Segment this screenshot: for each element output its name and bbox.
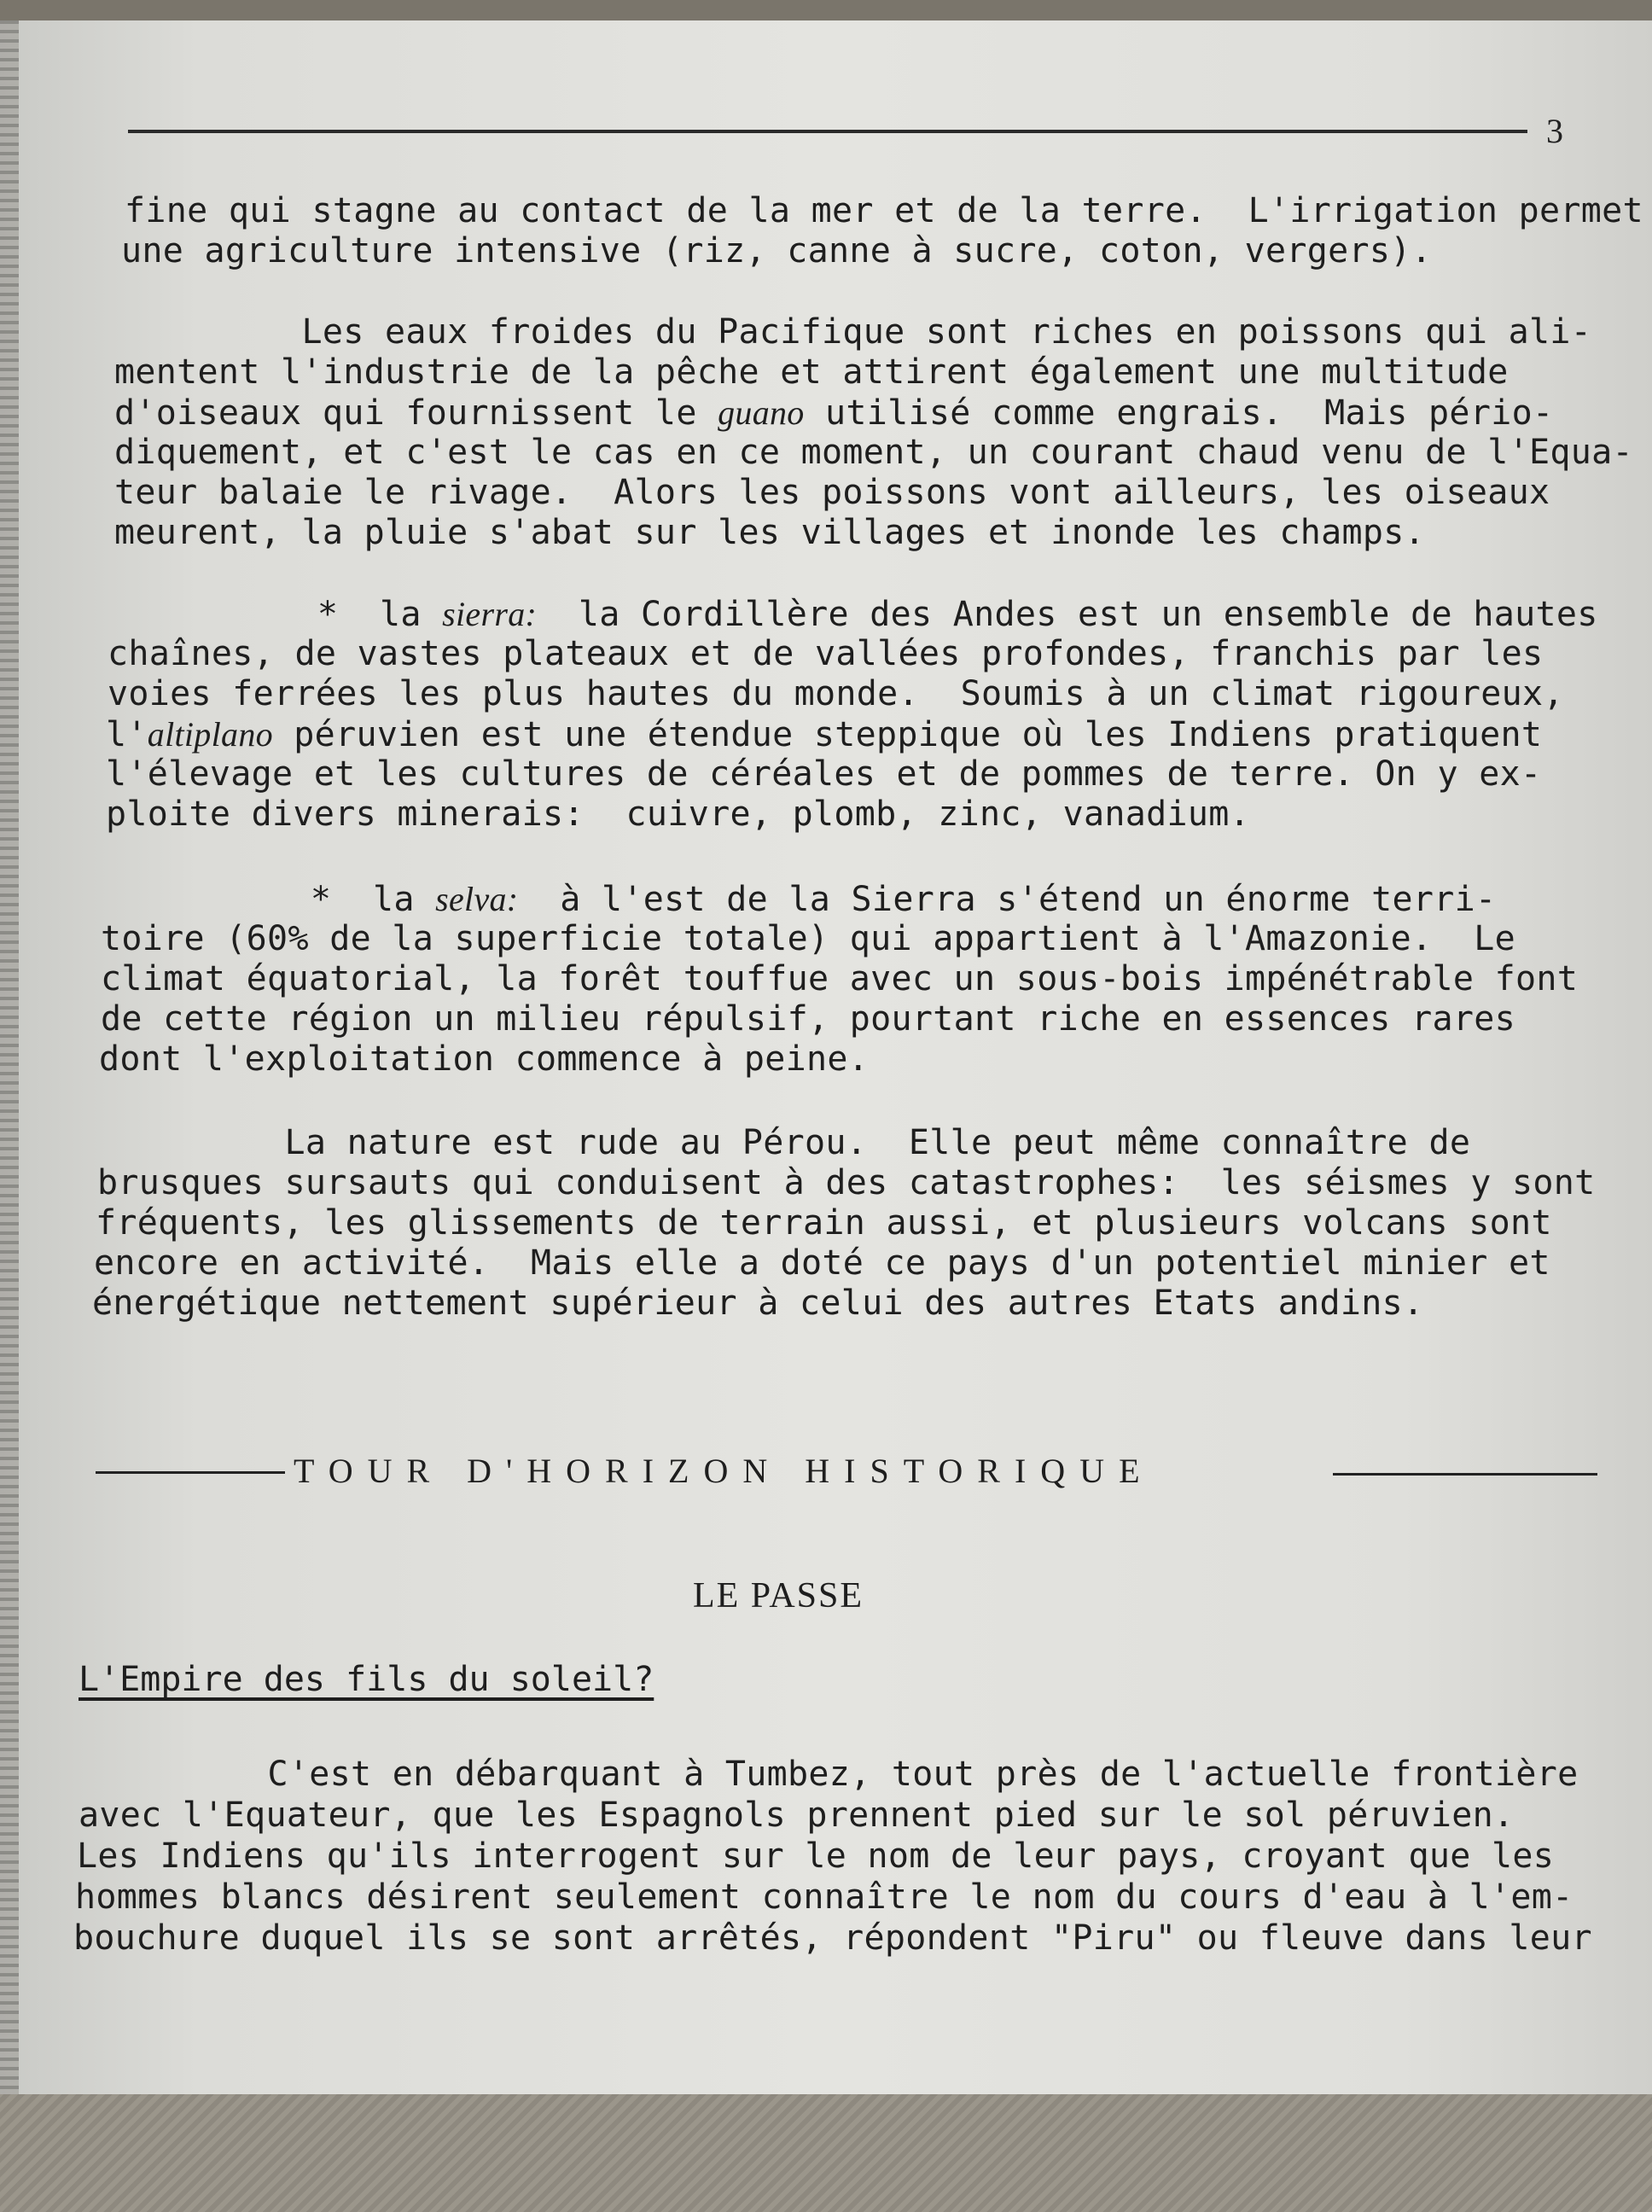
- binding-edge: [0, 20, 19, 2094]
- desk-surface: [0, 2091, 1652, 2212]
- paragraph-6-line-4: hommes blancs désirent seulement connaître le nom du cours d'eau à l'em-: [75, 1877, 1573, 1917]
- text-run: d'oiseaux qui fournissent le: [114, 393, 718, 433]
- paragraph-2-line-5: teur balaie le rivage. Alors les poissons vont ailleurs, les oiseaux: [114, 473, 1550, 512]
- paragraph-6-line-2: avec l'Equateur, que les Espagnols prennent pied sur le sol péruvien.: [79, 1796, 1515, 1835]
- paragraph-3-line-1: [109, 594, 1598, 635]
- paragraph-1-line-2: une agriculture intensive (riz, canne à sucre, coton, vergers).: [121, 231, 1433, 271]
- underlined-heading: L'Empire des fils du soleil?: [79, 1660, 654, 1699]
- section-heading: [96, 1451, 1597, 1493]
- paragraph-2-line-1: Les eaux froides du Pacifique sont riches en poissons qui ali-: [114, 312, 1592, 352]
- paragraph-5-line-1: La nature est rude au Pérou. Elle peut même connaître de: [97, 1123, 1471, 1162]
- paragraph-5-line-3: fréquents, les glissements de terrain aussi, et plusieurs volcans sont: [96, 1203, 1552, 1243]
- text-run: la Cordillère des Andes est un ensemble de hautes: [537, 595, 1598, 634]
- paragraph-5-line-4: encore en activité. Mais elle a doté ce pays d'un potentiel minier et: [94, 1243, 1550, 1283]
- header-rule: [128, 130, 1527, 133]
- paragraph-3-line-4: [106, 714, 1542, 755]
- paragraph-5-line-2: brusques sursauts qui conduisent à des catastrophes: les séismes y sont: [97, 1163, 1596, 1202]
- paragraph-6-line-5: bouchure duquel ils se sont arrêtés, répondent "Piru" ou fleuve dans leur: [73, 1918, 1592, 1958]
- paragraph-5-line-5: énergétique nettement supérieur à celui des autres Etats andins.: [92, 1284, 1424, 1323]
- paragraph-4-line-3: climat équatorial, la forêt touffue avec un sous-bois impénétrable font: [101, 959, 1579, 998]
- paragraph-4-line-2: toire (60% de la superficie totale) qui appartient à l'Amazonie. Le: [101, 919, 1515, 958]
- paragraph-2-line-6: meurent, la pluie s'abat sur les villages et inonde les champs.: [114, 513, 1426, 552]
- italic-term-guano: guano: [718, 393, 805, 432]
- italic-term-altiplano: altiplano: [147, 715, 273, 754]
- text-run: à l'est de la Sierra s'étend un énorme terri-: [518, 880, 1497, 919]
- section-rule-left: [96, 1471, 285, 1474]
- paragraph-3-line-6: ploite divers minerais: cuivre, plomb, zinc, vanadium.: [106, 795, 1251, 834]
- section-title: TOUR D'HORIZON HISTORIQUE: [294, 1452, 1155, 1490]
- paragraph-6-line-1: C'est en débarquant à Tumbez, tout près de l'actuelle frontière: [80, 1755, 1579, 1794]
- paragraph-3-line-2: chaînes, de vastes plateaux et de vallées profondes, franchis par les: [108, 634, 1544, 673]
- paragraph-3-line-5: l'élevage et les cultures de céréales et de pommes de terre. On y ex-: [106, 754, 1542, 794]
- paragraph-1-line-1: fine qui stagne au contact de la mer et de la terre. L'irrigation permet: [125, 191, 1643, 230]
- page-number: 3: [1546, 112, 1563, 150]
- text-run: péruvien est une étendue steppique où les Indiens pratiquent: [272, 715, 1543, 754]
- paragraph-4-line-1: [102, 879, 1496, 920]
- text-run: utilisé comme engrais. Mais pério-: [804, 393, 1554, 433]
- italic-term-sierra: sierra:: [442, 595, 538, 633]
- text-run: * la: [102, 880, 436, 919]
- subsection-title: LE PASSE: [693, 1576, 864, 1615]
- paragraph-2-line-4: diquement, et c'est le cas en ce moment, un courant chaud venu de l'Equa-: [114, 433, 1633, 472]
- paragraph-3-line-3: voies ferrées les plus hautes du monde. Soumis à un climat rigoureux,: [108, 674, 1564, 713]
- paragraph-4-line-4: de cette région un milieu répulsif, pourtant riche en essences rares: [101, 999, 1515, 1039]
- section-rule-right: [1333, 1473, 1597, 1476]
- text-run: * la: [109, 595, 443, 634]
- paragraph-2-line-3: [114, 393, 1553, 434]
- italic-term-selva: selva:: [435, 880, 519, 918]
- text-run: l': [106, 715, 148, 754]
- paragraph-6-line-3: Les Indiens qu'ils interrogent sur le nom de leur pays, croyant que les: [77, 1837, 1555, 1876]
- paragraph-4-line-5: dont l'exploitation commence à peine.: [99, 1039, 870, 1079]
- paragraph-2-line-2: mentent l'industrie de la pêche et attirent également une multitude: [114, 352, 1509, 392]
